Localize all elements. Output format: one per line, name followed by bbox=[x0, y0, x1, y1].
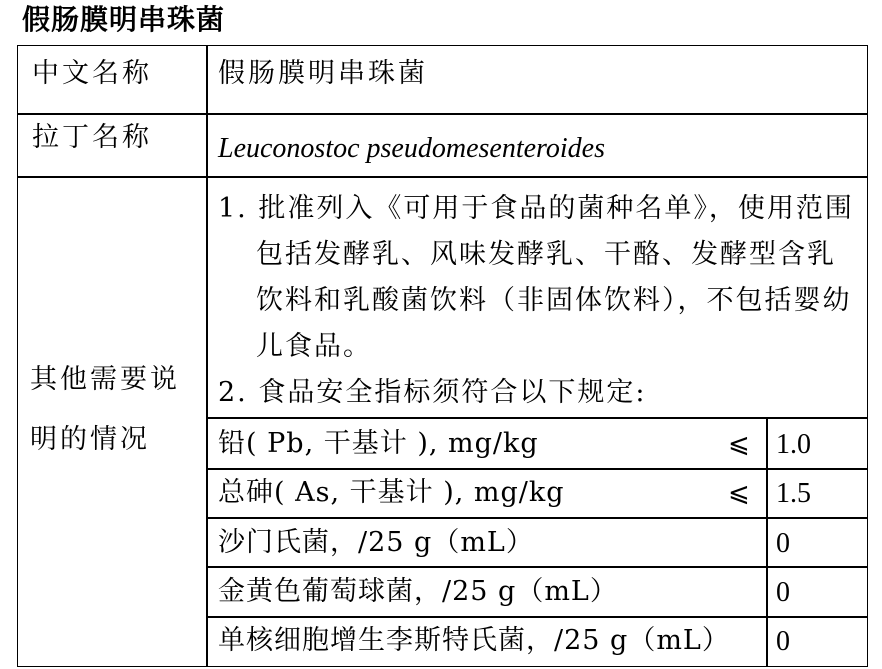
label-column-divider bbox=[206, 46, 208, 666]
document-title: 假肠膜明串珠菌 bbox=[22, 3, 226, 36]
limit-item-arsenic: 总砷( As, 干基计 ), mg/kg bbox=[218, 477, 565, 508]
note-1: 1. 批准列入《可用于食品的菌种名单》，使用范围包括发酵乳、风味发酵乳、干酪、发酵型含乳饮料和乳酸菌饮料（非固体饮料），不包括婴幼儿食品。 bbox=[218, 193, 854, 362]
limit-item-salmonella: 沙门氏菌，/25 g（mL） bbox=[218, 527, 534, 558]
limit-item-lead: 铅( Pb, 干基计 ), mg/kg bbox=[218, 428, 539, 459]
limit-operator-arsenic: ⩽ bbox=[728, 478, 750, 508]
latin-name-label: 拉丁名称 bbox=[32, 122, 152, 153]
limits-value-column-divider bbox=[766, 417, 768, 666]
notes-block bbox=[218, 186, 858, 416]
latin-name-value: Leuconostoc pseudomesenteroides bbox=[218, 133, 605, 164]
other-notes-label-line1: 其他需要说 bbox=[30, 364, 180, 395]
limit-value-salmonella: 0 bbox=[776, 528, 790, 559]
other-notes-label-line2: 明的情况 bbox=[30, 424, 150, 455]
limit-value-staphylococcus: 0 bbox=[776, 577, 790, 608]
limits-divider-1 bbox=[207, 468, 868, 470]
limits-divider-4 bbox=[207, 616, 868, 618]
limit-item-listeria: 单核细胞增生李斯特氏菌，/25 g（mL） bbox=[218, 625, 730, 656]
limits-divider-3 bbox=[207, 566, 868, 568]
limit-item-staphylococcus: 金黄色葡萄球菌，/25 g（mL） bbox=[218, 576, 618, 607]
limit-value-listeria: 0 bbox=[776, 626, 790, 657]
limits-divider-2 bbox=[207, 517, 868, 519]
limit-value-arsenic: 1.5 bbox=[776, 478, 811, 509]
row-divider-2 bbox=[17, 176, 868, 178]
note-2: 2. 食品安全指标须符合以下规定: bbox=[218, 377, 647, 408]
row-divider-1 bbox=[17, 113, 868, 115]
chinese-name-label: 中文名称 bbox=[32, 58, 152, 89]
limit-value-lead: 1.0 bbox=[776, 429, 811, 460]
chinese-name-value: 假肠膜明串珠菌 bbox=[218, 58, 428, 89]
limit-operator-lead: ⩽ bbox=[728, 429, 750, 459]
limits-divider-top bbox=[207, 417, 868, 419]
